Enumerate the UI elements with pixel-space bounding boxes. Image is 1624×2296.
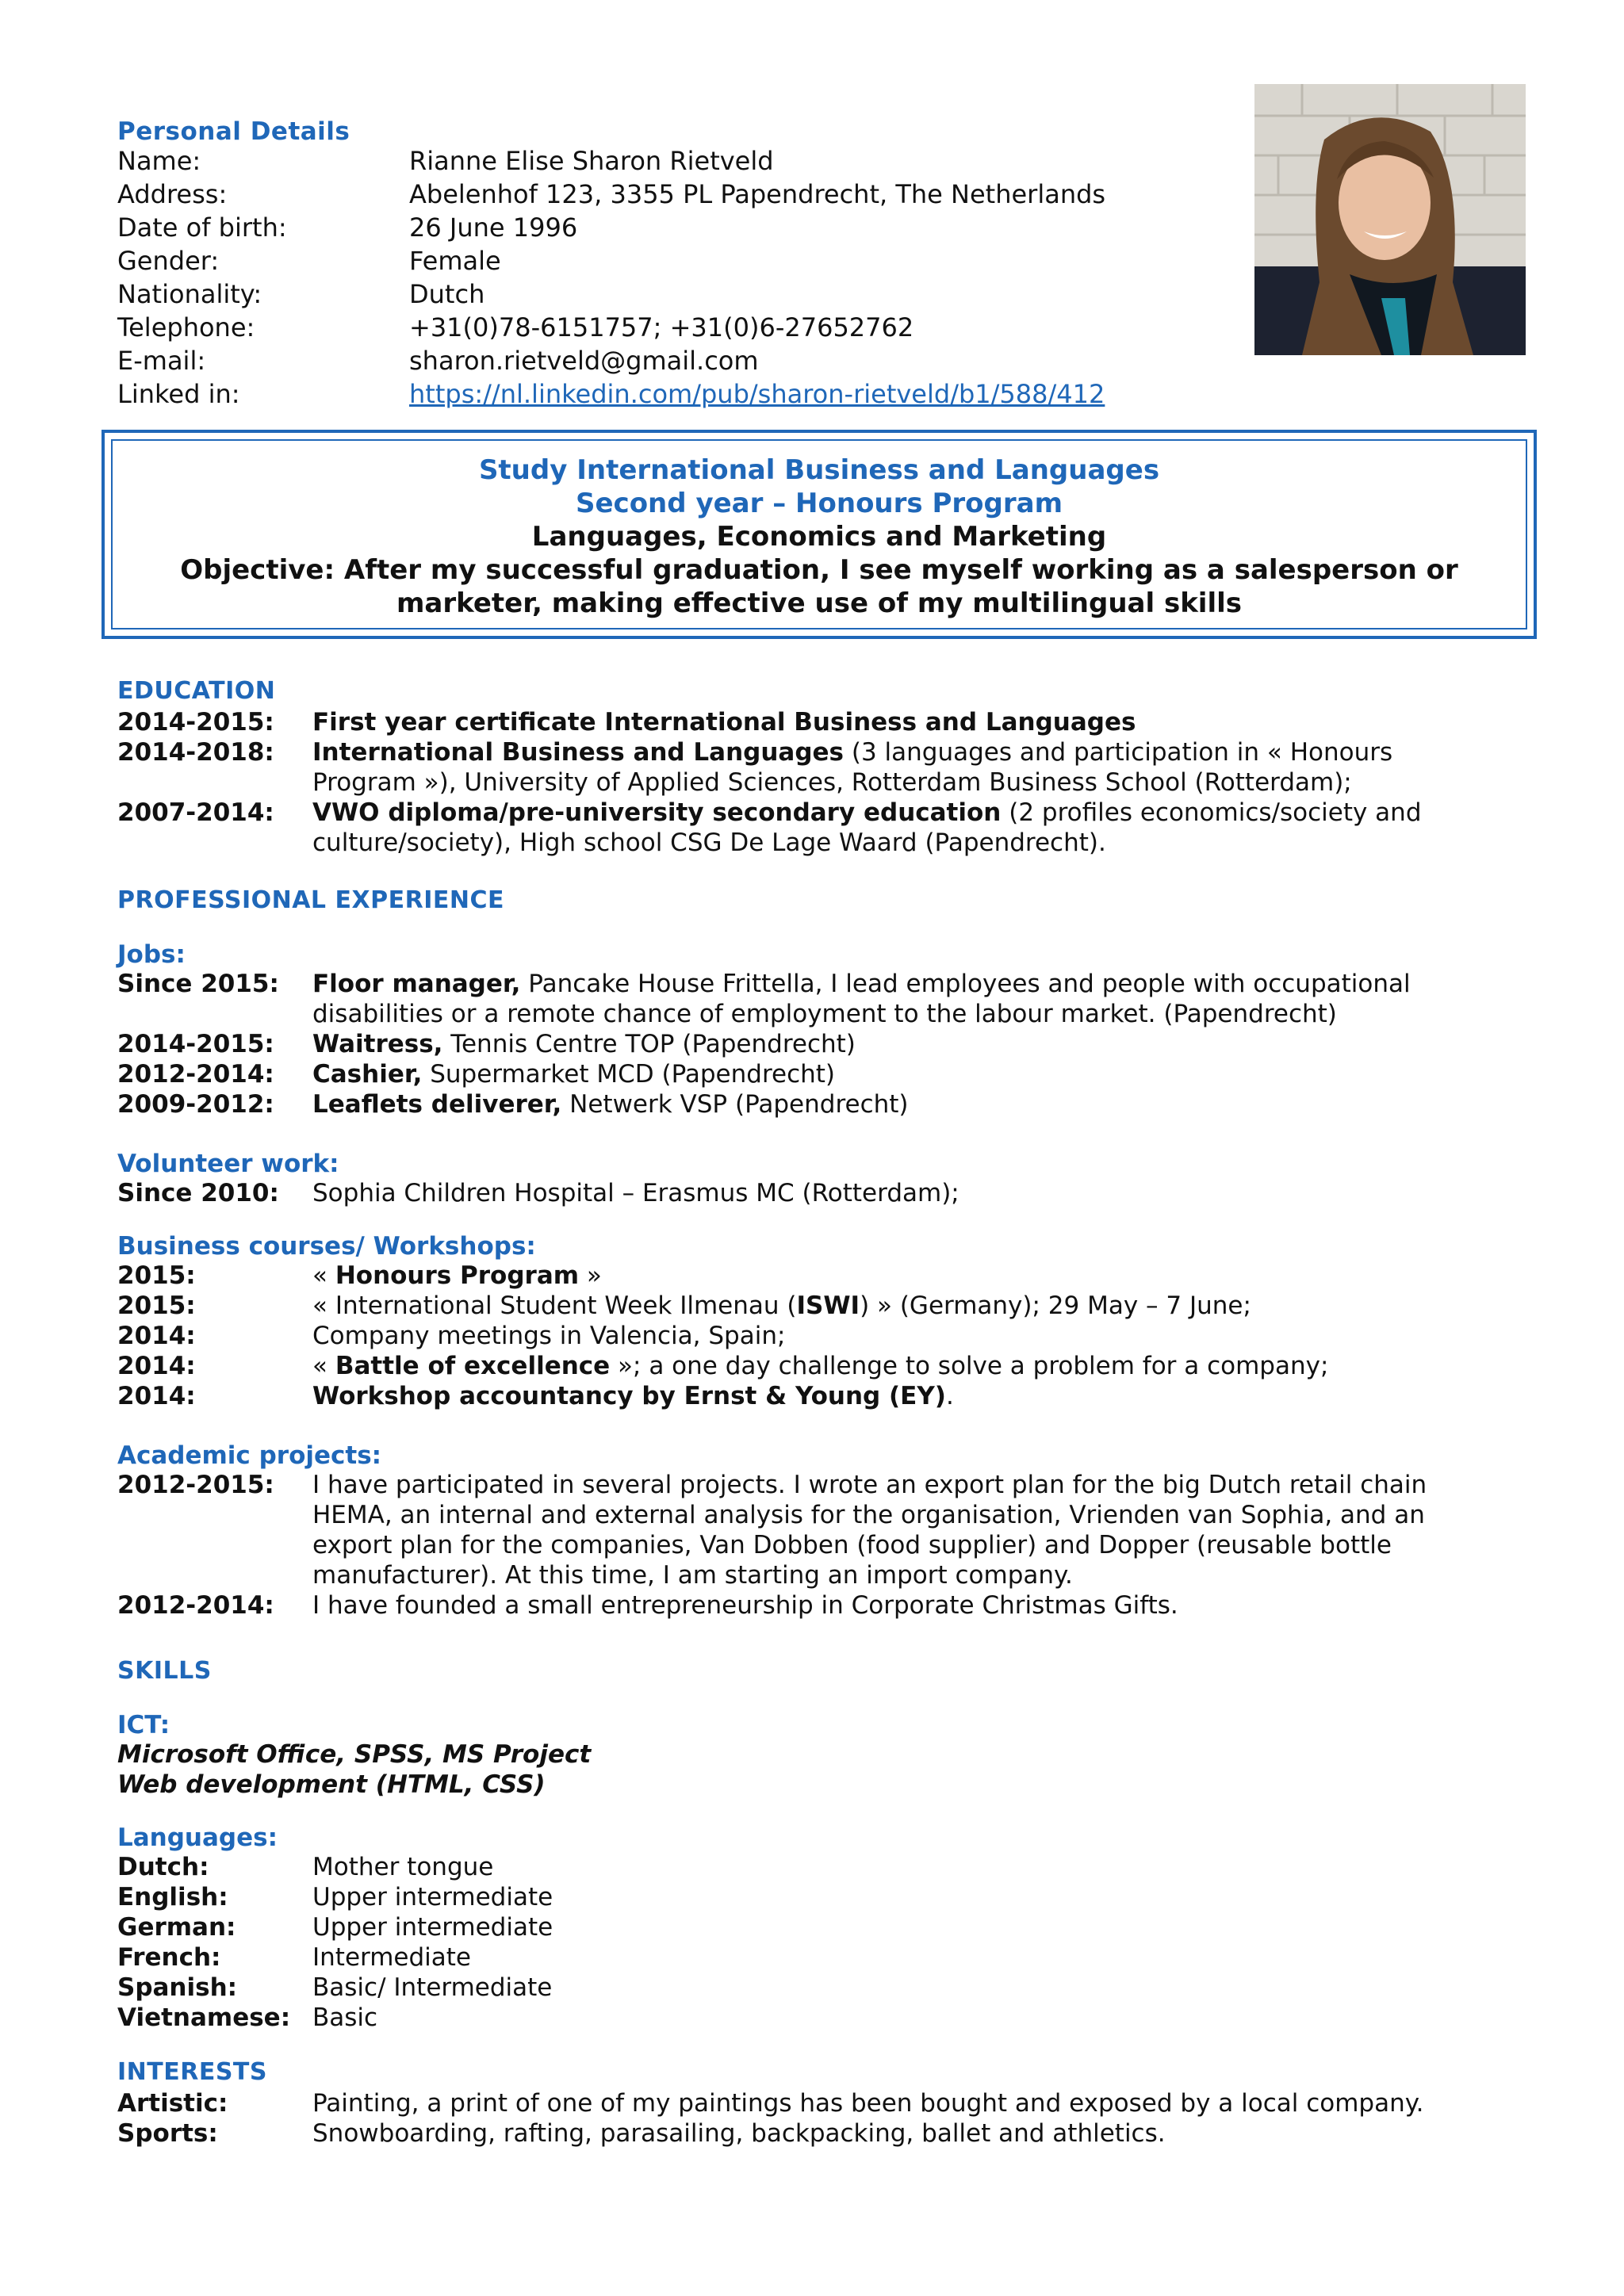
- academic-item: [117, 1470, 1481, 1590]
- linkedin-link[interactable]: https://nl.linkedin.com/pub/sharon-rietveld/b1/588/412: [409, 379, 1105, 409]
- course-year: 2014:: [117, 1382, 196, 1410]
- job-item: [117, 1029, 1481, 1059]
- experience-heading: PROFESSIONAL EXPERIENCE: [117, 886, 504, 914]
- personal-label: Nationality:: [117, 279, 262, 309]
- personal-label: Linked in:: [117, 379, 240, 409]
- job-item: [117, 969, 1481, 1029]
- academic-item: [117, 1590, 1481, 1621]
- education-period: 2014-2015:: [117, 708, 274, 737]
- personal-value: 26 June 1996: [409, 212, 578, 243]
- skills-heading: SKILLS: [117, 1657, 212, 1685]
- language-item: [117, 1942, 1481, 1973]
- courses-heading: Business courses/ Workshops:: [117, 1232, 536, 1261]
- education-detail: (3 languages and participation in « Honours Program »), University of Applied Sciences, Rotterdam Business School (Rotterdam);: [312, 738, 1393, 797]
- interest-category: Sports:: [117, 2119, 218, 2148]
- language-name: German:: [117, 1913, 236, 1942]
- job-detail: Netwerk VSP (Papendrecht): [561, 1090, 909, 1119]
- course-year: 2015:: [117, 1292, 196, 1320]
- interest-category: Artistic:: [117, 2089, 228, 2118]
- interests-heading: INTERESTS: [117, 2058, 267, 2086]
- volunteer-period: Since 2010:: [117, 1179, 279, 1207]
- banner-objective: Objective: After my successful graduation, I see myself working as a salesperson or: [180, 554, 1458, 586]
- job-detail: Supermarket MCD (Papendrecht): [422, 1060, 836, 1089]
- volunteer-item: [117, 1178, 1481, 1208]
- job-detail: Pancake House Frittella, I lead employees and people with occupational disabilities or a remote chance of employment to the labour market. (Papendrecht): [312, 970, 1411, 1028]
- course-title: Honours Program: [335, 1261, 580, 1290]
- language-name: English:: [117, 1883, 228, 1911]
- language-level: Intermediate: [312, 1943, 472, 1972]
- language-level: Mother tongue: [312, 1853, 494, 1881]
- personal-value: Abelenhof 123, 3355 PL Papendrecht, The Netherlands: [409, 179, 1106, 209]
- education-item: [117, 707, 1481, 737]
- language-item: [117, 2003, 1481, 2033]
- personal-label: Address:: [117, 179, 228, 209]
- language-level: Upper intermediate: [312, 1883, 553, 1911]
- banner-study: Study International Business and Languages: [478, 454, 1160, 486]
- course-item: [117, 1381, 1481, 1411]
- language-name: Dutch:: [117, 1853, 209, 1881]
- course-pre: «: [312, 1261, 335, 1290]
- personal-label: E-mail:: [117, 346, 206, 376]
- email-value: sharon.rietveld@gmail.com: [409, 346, 759, 376]
- course-detail: ) » (Germany); 29 May – 7 June;: [860, 1292, 1251, 1320]
- banner-subjects: Languages, Economics and Marketing: [531, 521, 1107, 553]
- education-period: 2014-2018:: [117, 738, 274, 767]
- academic-period: 2012-2015:: [117, 1471, 274, 1499]
- language-item: [117, 1973, 1481, 2003]
- profile-photo: [1254, 84, 1526, 355]
- education-period: 2007-2014:: [117, 798, 274, 827]
- personal-value: +31(0)78-6151757; +31(0)6-27652762: [409, 312, 914, 342]
- jobs-heading: Jobs:: [117, 940, 186, 969]
- course-detail: »; a one day challenge to solve a problem for a company;: [610, 1352, 1329, 1380]
- job-title: Leaflets deliverer,: [312, 1090, 562, 1119]
- language-item: [117, 1852, 1481, 1882]
- education-title: International Business and Languages: [312, 738, 844, 767]
- course-item: [117, 1261, 1481, 1291]
- banner-year: Second year – Honours Program: [576, 488, 1063, 519]
- language-item: [117, 1882, 1481, 1912]
- language-level: Basic: [312, 2003, 378, 2032]
- job-title: Waitress,: [312, 1030, 443, 1058]
- academic-period: 2012-2014:: [117, 1591, 274, 1620]
- academic-detail: I have founded a small entrepreneurship in Corporate Christmas Gifts.: [312, 1591, 1178, 1620]
- volunteer-detail: Sophia Children Hospital – Erasmus MC (Rotterdam);: [312, 1179, 959, 1207]
- job-item: [117, 1059, 1481, 1089]
- language-item: [117, 1912, 1481, 1942]
- language-name: Spanish:: [117, 1973, 238, 2002]
- education-item: [117, 798, 1481, 858]
- course-title: Battle of excellence: [335, 1352, 611, 1380]
- volunteer-heading: Volunteer work:: [117, 1150, 339, 1178]
- interest-detail: Snowboarding, rafting, parasailing, backpacking, ballet and athletics.: [312, 2119, 1166, 2148]
- education-heading: EDUCATION: [117, 677, 276, 705]
- course-pre: Company meetings in Valencia, Spain;: [312, 1322, 786, 1350]
- academic-detail: I have participated in several projects. I wrote an export plan for the big Dutch retail chain HEMA, an internal and external analysis for the organisation, Vrienden van Sophia, and an export plan for the companies, Van Dobben (food supplier) and Dopper (reusable bottle manufacturer). At this time, I am starting an import company.: [312, 1471, 1427, 1590]
- language-level: Basic/ Intermediate: [312, 1973, 553, 2002]
- job-period: 2014-2015:: [117, 1030, 274, 1058]
- ict-skills: Microsoft Office, SPSS, MS Project: [117, 1740, 592, 1769]
- education-item: [117, 737, 1481, 798]
- course-item: [117, 1321, 1481, 1351]
- job-period: 2012-2014:: [117, 1060, 274, 1089]
- personal-label: Telephone:: [117, 312, 255, 342]
- course-title: ISWI: [796, 1292, 860, 1320]
- job-item: [117, 1089, 1481, 1119]
- job-period: 2009-2012:: [117, 1090, 274, 1119]
- interest-detail: Painting, a print of one of my paintings has been bought and exposed by a local company.: [312, 2089, 1424, 2118]
- personal-details-heading: Personal Details: [117, 117, 350, 146]
- language-level: Upper intermediate: [312, 1913, 553, 1942]
- personal-value: Female: [409, 246, 501, 276]
- job-period: Since 2015:: [117, 970, 279, 998]
- interest-item: [117, 2118, 1481, 2149]
- course-item: [117, 1291, 1481, 1321]
- course-pre: « International Student Week Ilmenau (: [312, 1292, 797, 1320]
- course-year: 2014:: [117, 1352, 196, 1380]
- language-name: Vietnamese:: [117, 2003, 291, 2032]
- course-title: Workshop accountancy by Ernst & Young (EY): [312, 1382, 946, 1410]
- course-detail: .: [945, 1382, 954, 1410]
- education-title: VWO diploma/pre-university secondary education: [312, 798, 1002, 827]
- personal-value: Dutch: [409, 279, 485, 309]
- web-skills: Web development (HTML, CSS): [117, 1770, 546, 1799]
- language-name: French:: [117, 1943, 221, 1972]
- ict-heading: ICT:: [117, 1711, 170, 1739]
- banner-objective-cont: marketer, making effective use of my multilingual skills: [396, 587, 1243, 619]
- course-year: 2014:: [117, 1322, 196, 1350]
- academic-heading: Academic projects:: [117, 1441, 382, 1470]
- personal-value: Rianne Elise Sharon Rietveld: [409, 146, 774, 176]
- personal-label: Gender:: [117, 246, 220, 276]
- course-year: 2015:: [117, 1261, 196, 1290]
- job-title: Floor manager,: [312, 970, 521, 998]
- job-title: Cashier,: [312, 1060, 423, 1089]
- education-title: First year certificate International Business and Languages: [312, 708, 1136, 737]
- personal-label: Name:: [117, 146, 201, 176]
- course-pre: «: [312, 1352, 335, 1380]
- interest-item: [117, 2088, 1481, 2118]
- languages-heading: Languages:: [117, 1823, 278, 1852]
- course-item: [117, 1351, 1481, 1381]
- job-detail: Tennis Centre TOP (Papendrecht): [442, 1030, 856, 1058]
- personal-label: Date of birth:: [117, 212, 287, 243]
- education-detail: (2 profiles economics/society and culture/society), High school CSG De Lage Waard (Papendrecht).: [312, 798, 1422, 857]
- course-detail: »: [579, 1261, 602, 1290]
